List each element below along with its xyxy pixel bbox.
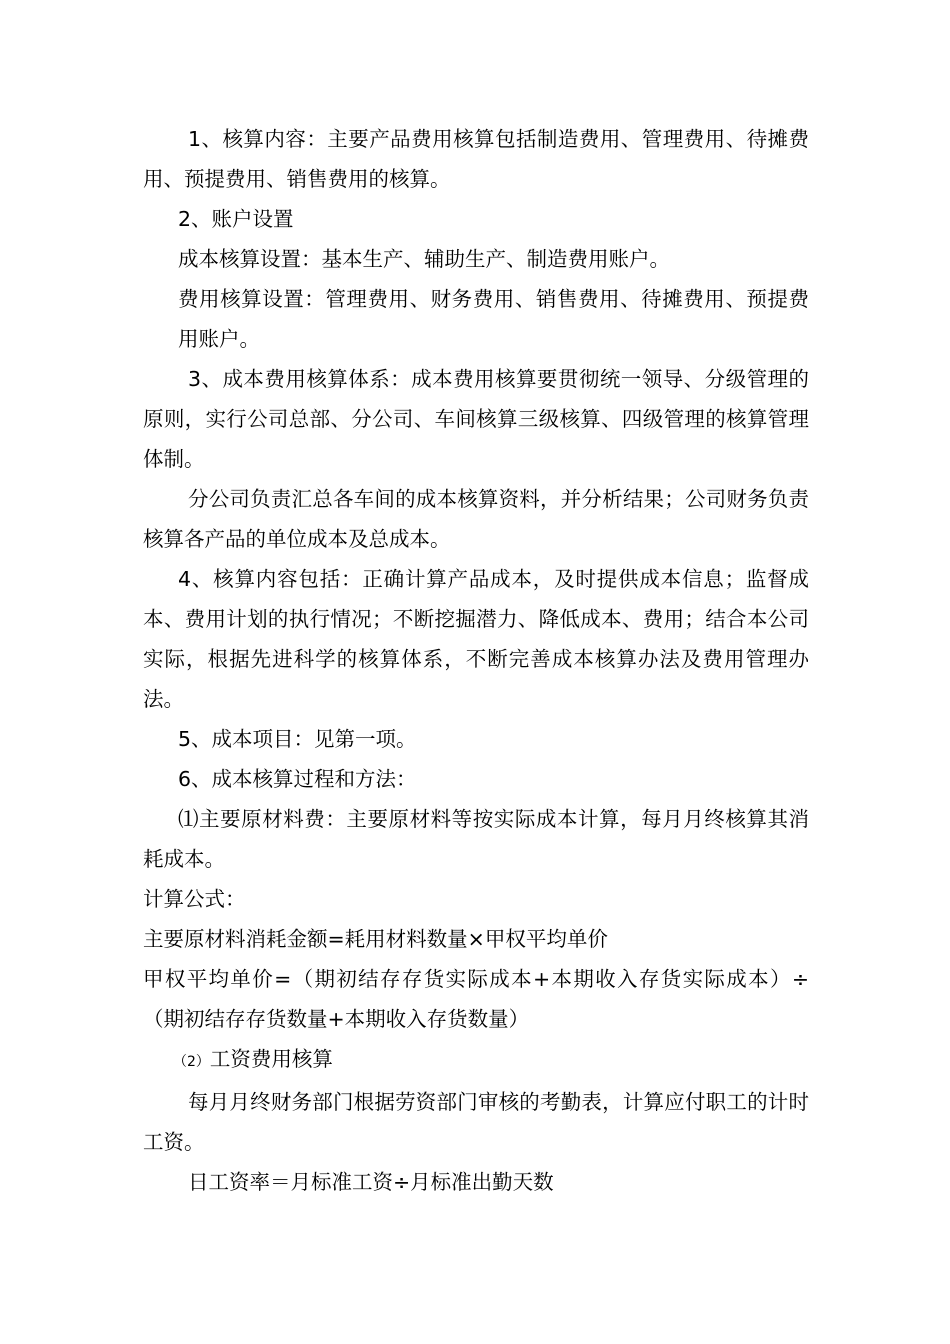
wage-heading-number: （2） <box>173 1054 210 1070</box>
paragraph-raw-materials: ⑴主要原材料费：主要原材料等按实际成本计算，每月月终核算其消耗成本。 <box>143 807 809 871</box>
paragraph-accounting-content: 1、核算内容：主要产品费用核算包括制造费用、管理费用、待摊费用、预提费用、销售费用的核算。 <box>143 127 809 191</box>
paragraph-daily-wage-rate: 日工资率＝月标准工资÷月标准出勤天数 <box>188 1170 554 1194</box>
paragraph-cost-system: 3、成本费用核算体系：成本费用核算要贯彻统一领导、分级管理的原则，实行公司总部、分公司、车间核算三级核算、四级管理的核算管理体制。 <box>143 367 809 471</box>
paragraph-wage-calculation: 每月月终财务部门根据劳资部门审核的考勤表，计算应付职工的计时工资。 <box>143 1090 809 1154</box>
paragraph-wage-heading <box>143 1039 809 1082</box>
paragraph-formula-label: 计算公式： <box>143 887 246 911</box>
paragraph-expense-accounts: 费用核算设置：管理费用、财务费用、销售费用、待摊费用、预提费用账户。 <box>178 287 809 351</box>
paragraph-account-setup-heading: 2、账户设置 <box>178 207 294 231</box>
paragraph-formula-average-price: 甲权平均单价=（期初结存存货实际成本+本期收入存货实际成本）÷（期初结存存货数量+本期收入存货数量） <box>143 967 809 1031</box>
paragraph-formula-consumption: 主要原材料消耗金额=耗用材料数量×甲权平均单价 <box>143 927 608 951</box>
paragraph-process-heading: 6、成本核算过程和方法： <box>178 767 417 791</box>
paragraph-accounting-scope: 4、核算内容包括：正确计算产品成本，及时提供成本信息；监督成本、费用计划的执行情况；不断挖掘潜力、降低成本、费用；结合本公司实际，根据先进科学的核算体系，不断完善成本核算办法及费用管理办法。 <box>143 567 809 711</box>
paragraph-branch-responsibility: 分公司负责汇总各车间的成本核算资料，并分析结果；公司财务负责核算各产品的单位成本及总成本。 <box>143 487 809 551</box>
wage-heading-text: 工资费用核算 <box>209 1047 333 1071</box>
paragraph-cost-accounts: 成本核算设置：基本生产、辅助生产、制造费用账户。 <box>178 247 670 271</box>
document-body <box>143 119 809 1202</box>
paragraph-cost-items: 5、成本项目：见第一项。 <box>178 727 417 751</box>
